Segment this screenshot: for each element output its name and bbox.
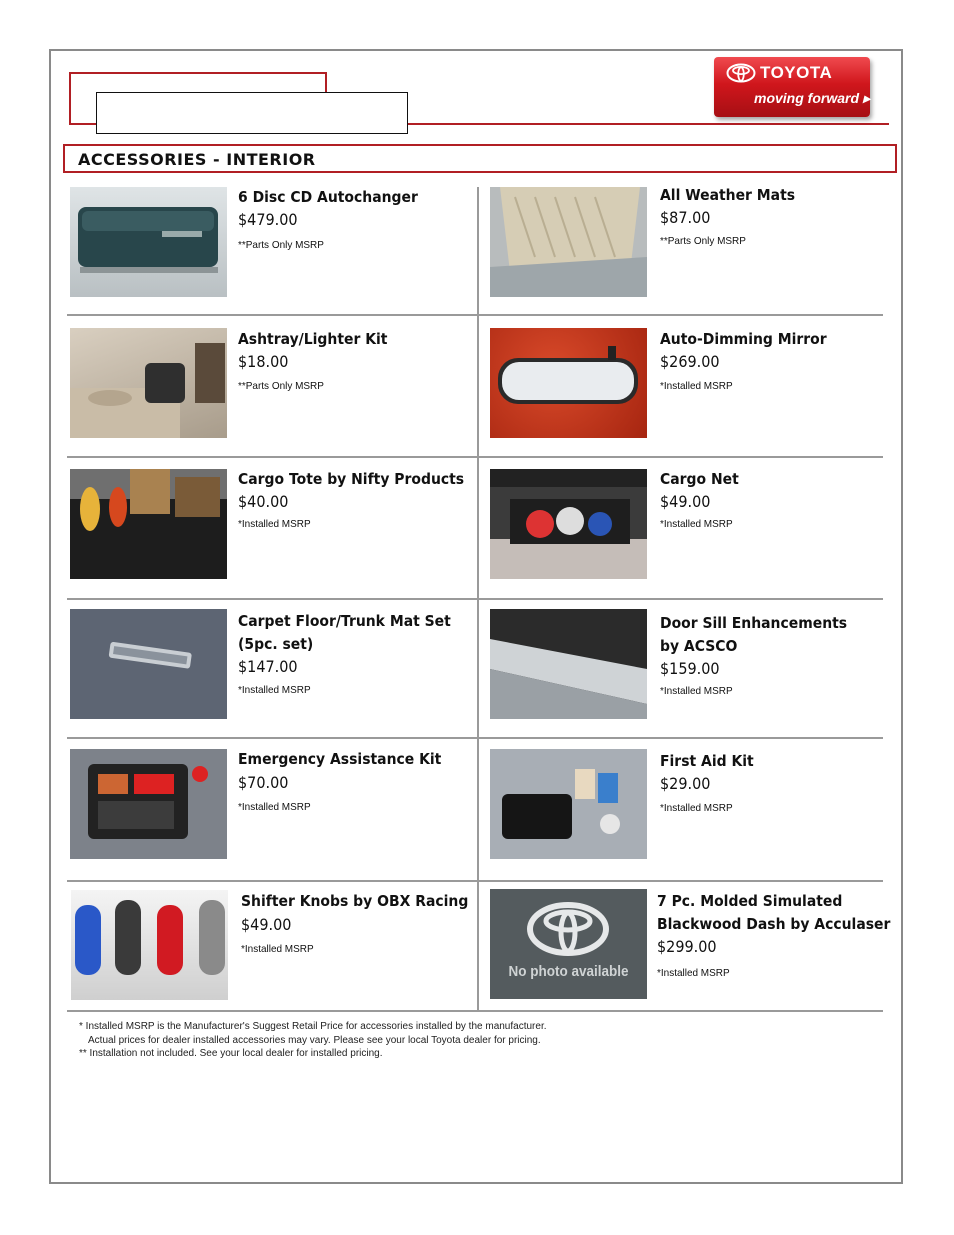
item-title: (5pc. set)	[238, 635, 314, 653]
item-price: $87.00	[660, 208, 711, 227]
tagline-arrow-icon: ▸	[862, 90, 870, 106]
footnote: * Installed MSRP is the Manufacturer's Suggest Retail Price for accessories installed by the manufacturer.	[79, 1021, 547, 1032]
item-title: Carpet Floor/Trunk Mat Set	[238, 612, 451, 630]
brand-name: TOYOTA	[760, 63, 833, 82]
item-price: $70.00	[238, 773, 289, 792]
toyota-emblem-icon	[726, 63, 756, 83]
item-title: Cargo Net	[660, 470, 739, 488]
item-title: Cargo Tote by Nifty Products	[238, 470, 465, 488]
item-note: *Installed MSRP	[660, 802, 733, 814]
item-note: *Installed MSRP	[238, 518, 311, 530]
item-note: *Installed MSRP	[657, 967, 730, 979]
no-photo-placeholder	[490, 889, 647, 999]
section-header	[63, 144, 897, 173]
auto-dimming-mirror-photo	[490, 328, 647, 438]
item-price: $49.00	[660, 492, 711, 511]
cargo-net-photo	[490, 469, 647, 579]
item-title: Auto-Dimming Mirror	[660, 330, 827, 348]
item-title: 7 Pc. Molded Simulated	[657, 892, 843, 910]
footnote: Actual prices for dealer installed accessories may vary. Please see your local Toyota dealer for pricing.	[88, 1035, 541, 1046]
row-divider	[67, 456, 883, 458]
row-divider	[67, 737, 883, 739]
toyota-emblem-icon	[490, 889, 647, 999]
cd-autochanger-photo	[70, 187, 227, 297]
item-title: Ashtray/Lighter Kit	[238, 330, 388, 348]
header-label-box	[96, 92, 408, 134]
section-title: ACCESSORIES - INTERIOR	[78, 150, 316, 169]
cargo-tote-photo	[70, 469, 227, 579]
shifter-knobs-photo	[71, 890, 228, 1000]
item-title: Emergency Assistance Kit	[238, 750, 442, 768]
first-aid-kit-photo	[490, 749, 647, 859]
row-divider	[67, 1010, 883, 1012]
footnote: ** Installation not included. See your local dealer for installed pricing.	[79, 1048, 383, 1059]
item-note: *Installed MSRP	[660, 380, 733, 392]
item-price: $29.00	[660, 774, 711, 793]
item-note: **Parts Only MSRP	[660, 235, 746, 247]
item-price: $18.00	[238, 352, 289, 371]
item-title: Shifter Knobs by OBX Racing	[241, 892, 469, 910]
toyota-logo	[714, 57, 870, 117]
item-price: $49.00	[241, 915, 292, 934]
item-note: **Parts Only MSRP	[238, 239, 324, 251]
row-divider	[67, 880, 883, 882]
item-note: *Installed MSRP	[241, 943, 314, 955]
item-title: 6 Disc CD Autochanger	[238, 188, 418, 206]
item-price: $159.00	[660, 659, 720, 678]
brand-tagline: moving forward	[754, 90, 860, 106]
item-note: *Installed MSRP	[238, 801, 311, 813]
item-title: by ACSCO	[660, 637, 738, 655]
emergency-kit-photo	[70, 749, 227, 859]
item-note: *Installed MSRP	[238, 684, 311, 696]
item-price: $299.00	[657, 937, 717, 956]
item-price: $269.00	[660, 352, 720, 371]
item-title: Door Sill Enhancements	[660, 614, 848, 632]
item-price: $40.00	[238, 492, 289, 511]
item-price: $479.00	[238, 210, 298, 229]
door-sill-photo	[490, 609, 647, 719]
row-divider	[67, 314, 883, 316]
item-title: First Aid Kit	[660, 752, 754, 770]
row-divider	[67, 598, 883, 600]
item-note: *Installed MSRP	[660, 518, 733, 530]
all-weather-mats-photo	[490, 187, 647, 297]
item-title: Blackwood Dash by Acculaser	[657, 915, 891, 933]
item-price: $147.00	[238, 657, 298, 676]
no-photo-text: No photo available	[508, 963, 629, 980]
item-note: **Parts Only MSRP	[238, 380, 324, 392]
item-title: All Weather Mats	[660, 186, 796, 204]
ashtray-lighter-kit-photo	[70, 328, 227, 438]
carpet-mat-photo	[70, 609, 227, 719]
item-note: *Installed MSRP	[660, 685, 733, 697]
